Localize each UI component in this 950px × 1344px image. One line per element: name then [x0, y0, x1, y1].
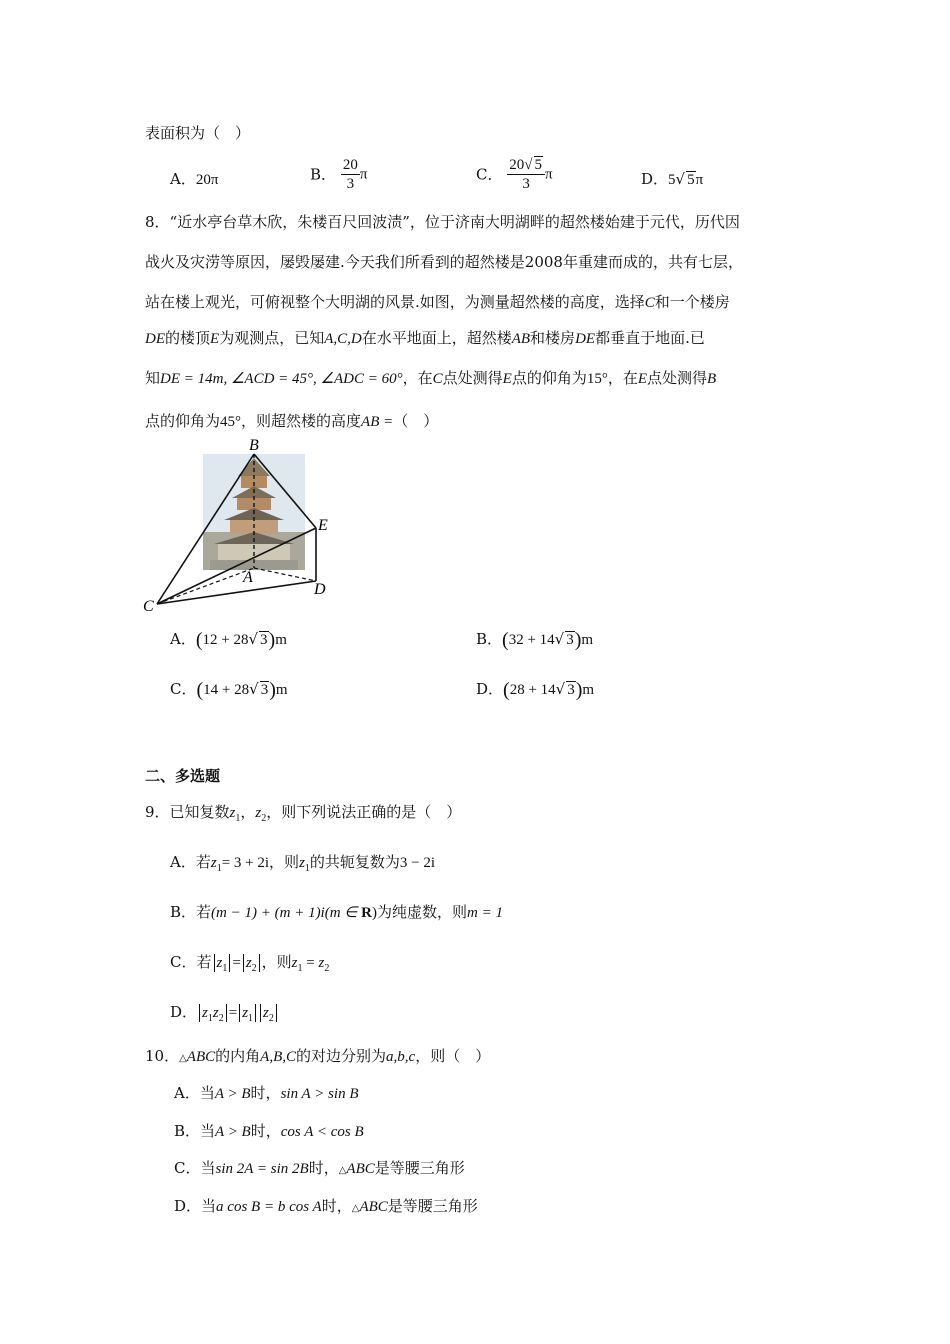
option-label: A．	[170, 853, 196, 871]
angle: 45°	[220, 414, 242, 430]
unit: m	[582, 682, 595, 698]
option-label: B．	[174, 1122, 201, 1140]
text: ，则	[261, 953, 292, 971]
formula: DE = 14m, ∠ACD = 45°, ∠ADC = 60°	[160, 371, 403, 387]
text: 当	[200, 1159, 216, 1177]
option-label: D．	[641, 170, 669, 188]
q10-option-c	[174, 1157, 465, 1182]
var: ABC	[186, 1049, 216, 1065]
option-label: D．	[476, 680, 504, 698]
angle: 15°	[586, 371, 608, 387]
q9-option-c	[170, 951, 329, 980]
expr: A > B	[214, 1086, 251, 1102]
sqrt-symbol: √	[554, 630, 565, 648]
expr: )	[371, 905, 377, 921]
abs-bar	[260, 1004, 261, 1022]
text: ，在	[402, 369, 433, 387]
sqrt-symbol: √	[248, 630, 259, 648]
label-e: E	[318, 517, 328, 534]
fraction	[341, 156, 360, 193]
option-label: C．	[170, 680, 197, 698]
option-label: C．	[476, 165, 503, 184]
q8-line-5	[145, 367, 716, 390]
abs-bar	[199, 1004, 200, 1022]
text: ，在	[607, 369, 638, 387]
text: 为纯虚数，则	[376, 903, 467, 921]
text: 若	[196, 953, 212, 971]
paren-close: )	[269, 679, 276, 701]
tower-figure	[140, 436, 330, 616]
fraction	[507, 156, 545, 193]
var: DE	[145, 331, 165, 347]
text: 当	[201, 1197, 217, 1215]
var: DE	[575, 331, 596, 347]
abs-bar	[255, 1004, 256, 1022]
abs-bar	[239, 1004, 240, 1022]
expr: (m − 1) + (m + 1)i(m ∈	[211, 905, 362, 921]
text: 和一个楼房	[654, 293, 730, 311]
q8-option-b	[476, 628, 593, 651]
denominator: 3	[522, 176, 530, 192]
subscript: 1	[297, 963, 303, 974]
q7-stem-tail: 表面积为（ ）	[145, 124, 251, 142]
text: ，则超然楼的高度	[241, 412, 362, 430]
var: a,b,c	[386, 1049, 416, 1065]
q8-line-1: 8．“近水亭台草木欣，朱楼百尺回波渍”，位于济南大明湖畔的超然楼始建于元代，历代因	[145, 213, 740, 231]
var: z	[212, 1005, 219, 1021]
paren-open: (	[196, 679, 204, 701]
text: 知	[145, 369, 161, 387]
subscript: 1	[235, 813, 241, 824]
abs-bar	[259, 954, 260, 972]
var: A,C,D	[324, 331, 362, 347]
text: 在水平地面上，超然楼	[361, 329, 512, 347]
q10-option-a	[174, 1082, 358, 1105]
expr: sin 2A = sin 2B	[215, 1161, 309, 1177]
equals: =	[228, 1005, 238, 1021]
subscript: 2	[268, 1013, 274, 1024]
q8-line-2: 战火及灾涝等原因，屡毁屡建.今天我们所看到的超然楼是2008年重建而成的，共有七层，	[145, 253, 743, 271]
option-label: A．	[170, 170, 196, 188]
text: 点的仰角为	[511, 369, 587, 387]
option-label: B．	[476, 630, 503, 648]
var: ABC	[346, 1161, 375, 1177]
expr: m = 1	[466, 905, 503, 921]
expr: sin A > sin B	[280, 1086, 359, 1102]
var: B	[707, 371, 717, 387]
radicand: 5	[534, 157, 542, 173]
text: ，	[240, 803, 256, 821]
var: z	[202, 1005, 208, 1021]
subscript: 2	[324, 963, 330, 974]
radicand: 3	[566, 632, 574, 648]
expr: 14 + 28	[203, 682, 250, 698]
option-value: 20π	[195, 172, 219, 188]
triangle-symbol: △	[338, 1165, 347, 1176]
var: z	[291, 955, 298, 971]
numerator: 20	[342, 157, 358, 173]
q8-option-d	[476, 678, 594, 701]
text: 若	[195, 853, 211, 871]
var: AB =	[361, 414, 394, 430]
q10-option-d	[174, 1195, 478, 1220]
text: 若	[196, 903, 212, 921]
var: z	[229, 805, 236, 821]
option-label: D．	[174, 1197, 202, 1215]
label-c: C	[143, 598, 154, 615]
var: E	[502, 371, 512, 387]
abs-bar	[229, 954, 230, 972]
expr: cos A < cos B	[280, 1124, 364, 1140]
text: 点处测得	[647, 369, 708, 387]
var: z	[216, 955, 223, 971]
radicand: 5	[687, 172, 695, 188]
text: 是等腰三角形	[374, 1159, 465, 1177]
paren-open: (	[503, 679, 510, 701]
text: 都垂直于地面.已	[595, 329, 705, 347]
abs-bar	[243, 954, 244, 972]
subscript: 2	[251, 963, 257, 974]
denominator: 3	[346, 176, 355, 192]
unit: m	[581, 632, 594, 648]
sqrt-symbol: √	[524, 157, 533, 173]
q7-option-c	[476, 156, 553, 193]
var: E	[637, 371, 648, 387]
sqrt-symbol: √	[555, 680, 566, 698]
option-label: A．	[174, 1084, 200, 1102]
var: C	[644, 295, 655, 311]
q9-option-a	[170, 851, 435, 880]
var: z	[210, 855, 217, 871]
text: 的内角	[215, 1047, 261, 1065]
expr: 28 + 14	[509, 682, 556, 698]
subscript: 1	[304, 863, 310, 874]
expr: 32 + 14	[508, 632, 555, 648]
var: z	[299, 855, 305, 871]
real-set: R	[361, 905, 372, 921]
paren-close: )	[575, 679, 583, 701]
text: 当	[200, 1122, 216, 1140]
subscript: 2	[261, 813, 267, 824]
text: 点处测得	[442, 369, 503, 387]
abs-bar	[276, 1004, 277, 1022]
expr: 12 + 28	[202, 632, 249, 648]
paren-open: (	[195, 629, 203, 651]
text: 时，	[250, 1122, 281, 1140]
subscript: 1	[207, 1013, 213, 1024]
var: E	[210, 331, 220, 347]
section-heading: 二、多选题	[145, 767, 221, 785]
pi-symbol: π	[695, 172, 704, 188]
var: z	[255, 805, 262, 821]
paren-close: )	[574, 629, 582, 651]
q7-option-b	[310, 156, 367, 193]
text: 站在楼上观光，可俯视整个大明湖的风景.如图，为测量超然楼的高度，选择	[145, 293, 645, 311]
label-a: A	[243, 569, 253, 586]
q9-option-d	[170, 1001, 279, 1030]
option-label: B．	[310, 165, 337, 184]
q10-stem	[145, 1045, 490, 1070]
option-label: A．	[170, 630, 196, 648]
text: ，则	[269, 853, 300, 871]
text: （ ）	[393, 412, 439, 430]
var: A,B,C	[260, 1049, 296, 1065]
radicand: 3	[260, 632, 268, 648]
text: 时，	[321, 1197, 352, 1215]
subscript: 1	[222, 963, 228, 974]
abs-bar	[214, 954, 215, 972]
q8-option-a	[170, 628, 287, 651]
q8-option-c	[170, 678, 288, 701]
triangle-symbol: △	[179, 1053, 187, 1064]
equals: =	[302, 955, 319, 971]
unit: m	[275, 682, 288, 698]
q8-line-6	[145, 410, 438, 433]
q10-option-b	[174, 1120, 364, 1143]
text: 是等腰三角形	[387, 1197, 478, 1215]
text: ，则（ ）	[415, 1047, 491, 1065]
text: 为观测点，已知	[219, 329, 325, 347]
unit: m	[275, 632, 287, 648]
paren-open: (	[502, 629, 509, 651]
q8-line-3	[145, 291, 730, 314]
radicand: 3	[567, 682, 575, 698]
text: 的共轭复数为	[309, 853, 400, 871]
var: z	[245, 955, 252, 971]
q7-option-a	[170, 168, 218, 191]
var: AB	[511, 331, 531, 347]
text: 时，	[308, 1159, 339, 1177]
var: ABC	[359, 1199, 388, 1215]
expr: 3 − 2i	[399, 855, 436, 871]
triangle-symbol: △	[351, 1203, 360, 1214]
text: 的对边分别为	[296, 1047, 387, 1065]
text: 时，	[250, 1084, 281, 1102]
text: ，则下列说法正确的是（ ）	[266, 803, 462, 821]
option-label: B．	[170, 903, 197, 921]
num-coef: 20	[509, 157, 525, 173]
text: 的楼顶	[165, 329, 211, 347]
pi-symbol: π	[545, 166, 553, 183]
text: 和楼房	[530, 329, 576, 347]
subscript: 1	[248, 1013, 254, 1024]
sqrt-symbol: √	[249, 680, 259, 698]
expr: A > B	[215, 1124, 251, 1140]
q9-option-b	[170, 901, 503, 924]
expr: a cos B = b cos A	[216, 1199, 322, 1215]
subscript: 2	[218, 1013, 224, 1024]
label-d: D	[314, 581, 326, 598]
equals: =	[232, 955, 241, 971]
paren-close: )	[268, 629, 276, 651]
q9-stem	[145, 801, 461, 830]
var: z	[263, 1005, 269, 1021]
expr: = 3 + 2i	[221, 855, 270, 871]
option-label: C．	[174, 1159, 201, 1177]
label-b: B	[249, 437, 259, 454]
q8-line-4	[145, 327, 705, 350]
coef: 5	[668, 172, 676, 188]
text: 当	[199, 1084, 215, 1102]
text: 10．	[145, 1047, 180, 1065]
sqrt-symbol: √	[675, 170, 686, 188]
text: 点的仰角为	[145, 412, 221, 430]
var: z	[242, 1005, 249, 1021]
abs-bar	[226, 1004, 227, 1022]
option-label: D．	[170, 1003, 198, 1021]
text: 9．已知复数	[145, 803, 230, 821]
var: z	[318, 955, 325, 971]
radicand: 3	[260, 682, 269, 698]
numerator	[507, 156, 545, 175]
segment-ca	[157, 568, 254, 604]
q7-option-d	[641, 168, 703, 191]
option-label: C．	[170, 953, 197, 971]
pi-symbol: π	[359, 166, 368, 183]
subscript: 1	[216, 863, 222, 874]
var: C	[432, 371, 443, 387]
